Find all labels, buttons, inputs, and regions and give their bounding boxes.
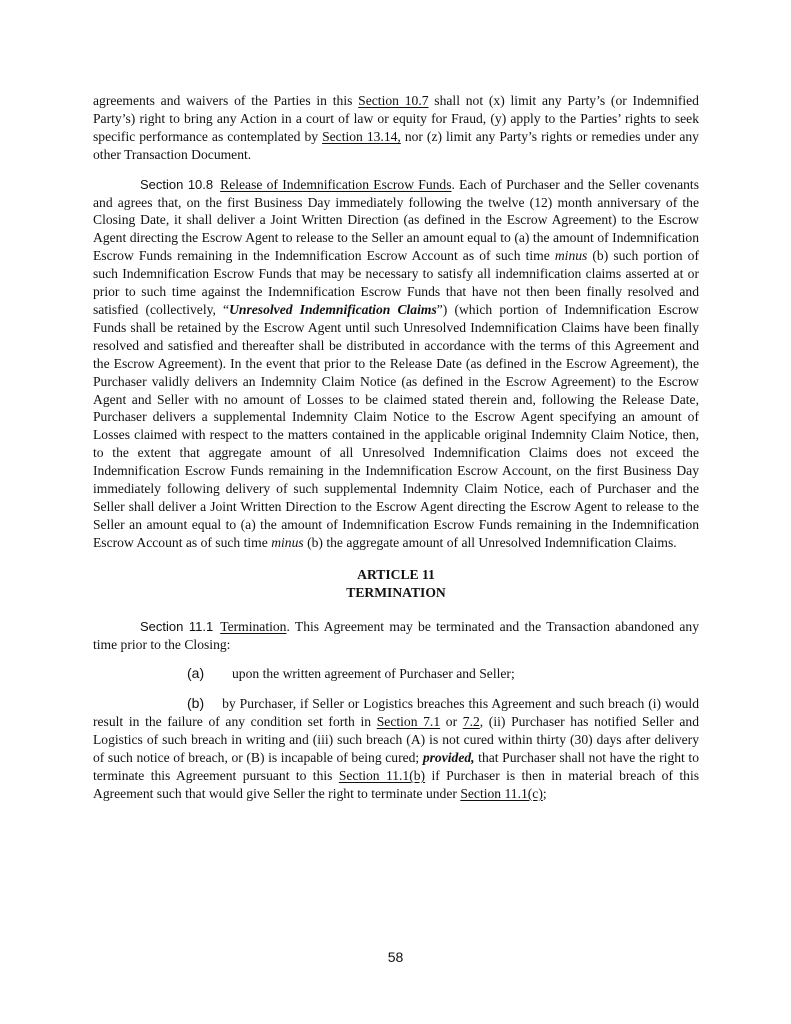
clause-a-text: upon the written agreement of Purchaser and Seller; xyxy=(232,666,515,682)
intro-paragraph: agreements and waivers of the Parties in this Section 10.7 shall not (x) limit any Party’s (or Indemnified Party’s) right to bring any Action in a court of law or equity for Fraud, (y) apply to the Parties’ rights to seek specific performance as contemplated by Section 13.14, nor (z) limit any Party’s rights or remedies under any other Transaction Document. xyxy=(93,93,699,162)
minus-term: minus xyxy=(554,248,588,264)
section-10-8-number: Section 10.8 xyxy=(140,176,214,192)
clause-a-label: (a) xyxy=(187,665,205,682)
section-11-1b-reference[interactable]: Section 11.1(b) xyxy=(338,768,426,783)
section-10-7-reference[interactable]: Section 10.7 xyxy=(358,93,429,108)
clause-b: (b) by Purchaser, if Seller or Logistics breaches this Agreement and such breach (i) would result in the failure of any condition set forth in Section 7.1 or 7.2, (ii) Purchaser has notified Seller and Logistics of such breach in writing and (iii) such breach (A) is not cured within thirty (30) days after delivery of such notice of breach, or (B) is incapable of being cured; provided, that Purchaser shall not have the right to terminate this Agreement pursuant to this Section 11.1(b) if Purchaser is then in material breach of this Agreement such that would give Seller the right to terminate under Section 11.1(c); xyxy=(93,695,700,801)
section-10-8-title: Release of Indemnification Escrow Funds xyxy=(220,176,452,192)
article-number: ARTICLE 11 xyxy=(357,566,435,582)
section-11-1c-reference[interactable]: Section 11.1(c) xyxy=(460,785,543,801)
section-7-2-reference[interactable]: 7.2 xyxy=(462,714,480,730)
defined-term-unresolved-claims: Unresolved Indemnification Claims xyxy=(229,301,437,317)
minus-term: minus xyxy=(271,534,304,550)
section-13-14-reference[interactable]: Section 13.14, xyxy=(322,128,401,144)
article-heading xyxy=(93,566,699,602)
article-title: TERMINATION xyxy=(346,584,446,600)
section-11-1-number: Section 11.1 xyxy=(140,618,214,634)
document-page xyxy=(93,92,699,803)
clause-a xyxy=(93,665,699,683)
section-10-8-paragraph: Section 10.8 Release of Indemnification Escrow Funds. Each of Purchaser and the Seller covenants and agrees that, on the first Business Day immediately following the twelve (12) month anniversary of the Closing Date, it shall deliver a Joint Written Direction (as defined in the Escrow Agreement) to the Escrow Agent directing the Escrow Agent to release to the Seller an amount equal to (a) the amount of Indemnification Escrow Funds remaining in the Indemnification Escrow Account as of such time minus (b) such portion of such Indemnification Escrow Funds that may be necessary to satisfy all indemnification claims asserted at or prior to such time against the Indemnification Escrow Funds that have not then been finally resolved and satisfied (collectively, “Unresolved Indemnification Claims”) (which portion of Indemnification Escrow Funds shall be retained by the Escrow Agent until such Unresolved Indemnification Claims have been finally resolved and satisfied and thereafter shall be distributed in accordance with the terms of this Agreement and the Escrow Agreement). In the event that prior to the Release Date (as defined in the Escrow Agreement), the Purchaser validly delivers an Indemnity Claim Notice (as defined in the Escrow Agreement) to the Escrow Agent and Seller with no amount of Losses to be claimed stated therein and, following the Release Date, Purchaser delivers a supplemental Indemnity Claim Notice to the Escrow Agent specifying an amount of Losses claimed with respect to the matters contained in the applicable original Indemnity Claim Notice, then, to the extent that aggregate amount of all Unresolved Indemnification Claims does not exceed the Indemnification Escrow Funds remaining in the Indemnification Escrow Account, on the first Business Day immediately following delivery of such supplemental Indemnity Claim Notice, each of Purchaser and the Seller shall deliver a Joint Written Direction to the Escrow Agent directing the Escrow Agent to release to the Seller an amount equal to (a) the amount of Indemnification Escrow Funds remaining in the Indemnification Escrow Account as of such time minus (b) the aggregate amount of all Unresolved Indemnification Claims. xyxy=(93,176,699,550)
provided-term: provided, xyxy=(422,750,475,766)
section-11-1-paragraph: Section 11.1 Termination. This Agreement may be terminated and the Transaction abandoned any time prior to the Closing: xyxy=(93,618,699,652)
section-11-1-title: Termination xyxy=(220,618,287,634)
clause-b-label: (b) xyxy=(187,695,205,712)
section-7-1-reference[interactable]: Section 7.1 xyxy=(376,714,441,730)
page-number: 58 xyxy=(387,949,404,965)
